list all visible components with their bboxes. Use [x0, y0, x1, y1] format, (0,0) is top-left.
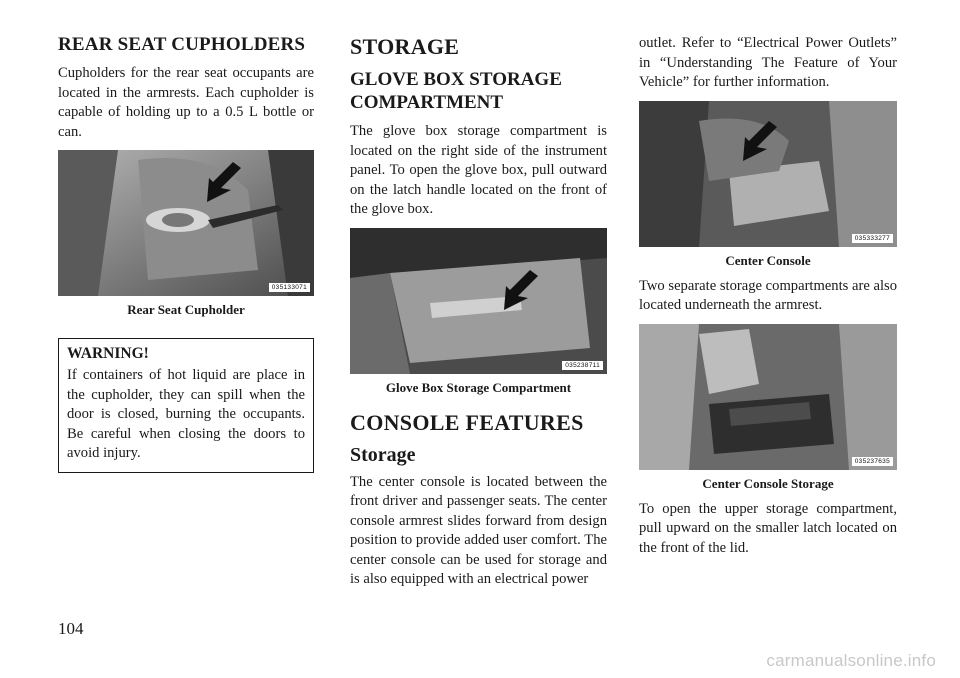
watermark: carmanualsonline.info: [766, 651, 936, 670]
section-heading-console-features: CONSOLE FEATURES: [350, 409, 584, 435]
figure-code: 035333277: [852, 234, 893, 243]
figure-center-console-storage: [639, 324, 897, 492]
center-console-photo: [639, 101, 897, 247]
section-heading-storage: STORAGE: [350, 34, 460, 59]
rear-seat-cupholder-illustration: [58, 150, 314, 296]
subheading-glove-box: GLOVE BOX STORAGE COMPARTMENT: [350, 69, 562, 113]
subheading-storage: Storage: [350, 443, 416, 466]
figure-code: 035237635: [852, 457, 893, 466]
figure-glove-box: [350, 228, 607, 396]
center-console-illustration: [639, 101, 897, 247]
warning-box: [58, 338, 314, 473]
warning-title: WARNING!: [67, 345, 149, 362]
compartments-paragraph: Two separate storage compartments are also located underneath the armrest.: [639, 277, 897, 313]
center-console-storage-illustration: [639, 324, 897, 470]
figure-caption: Center Console: [725, 252, 811, 268]
figure-caption: Center Console Storage: [702, 475, 834, 491]
figure-rear-seat-cupholder: [58, 150, 314, 318]
glove-box-paragraph: The glove box storage compartment is located on the right side of the instrument panel. To open the glove box, pull outward on the latch handle located on the front of the glove box.: [350, 123, 607, 217]
center-console-storage-photo: [639, 324, 897, 470]
console-paragraph: The center console is located between the front driver and passenger seats. The center console armrest slides forward from design position to provide added user comfort. The center console can be used for storage and is also equipped with an electrical power: [350, 473, 607, 587]
rear-seat-cupholder-photo: [58, 150, 314, 296]
column-middle: [350, 34, 607, 590]
section-heading-rear-seat-cupholders: REAR SEAT CUPHOLDERS: [58, 34, 306, 55]
power-outlet-paragraph: outlet. Refer to “Electrical Power Outlets” in “Understanding The Feature of Your Vehicle” for further information.: [639, 35, 897, 90]
figure-caption: Rear Seat Cupholder: [127, 302, 245, 317]
cupholder-paragraph: Cupholders for the rear seat occupants are located in the armrests. Each cupholder is capable of holding up to a 0.5 L bottle or can.: [58, 65, 314, 140]
glove-box-illustration: [350, 228, 607, 374]
figure-center-console: [639, 101, 897, 269]
figure-code: 035238711: [562, 361, 603, 370]
warning-text: If containers of hot liquid are place in the cupholder, they can spill when the door is closed, burning the occupants. Be careful when closing the doors to avoid injury.: [67, 367, 305, 461]
page-number: 104: [58, 619, 84, 638]
column-left: [58, 34, 314, 473]
glove-box-photo: [350, 228, 607, 374]
upper-storage-paragraph: To open the upper storage compartment, pull upward on the smaller latch located on the front of the lid.: [639, 500, 897, 556]
figure-code: 035133071: [269, 283, 310, 292]
figure-caption: Glove Box Storage Compartment: [385, 379, 572, 395]
column-right: [639, 34, 897, 558]
